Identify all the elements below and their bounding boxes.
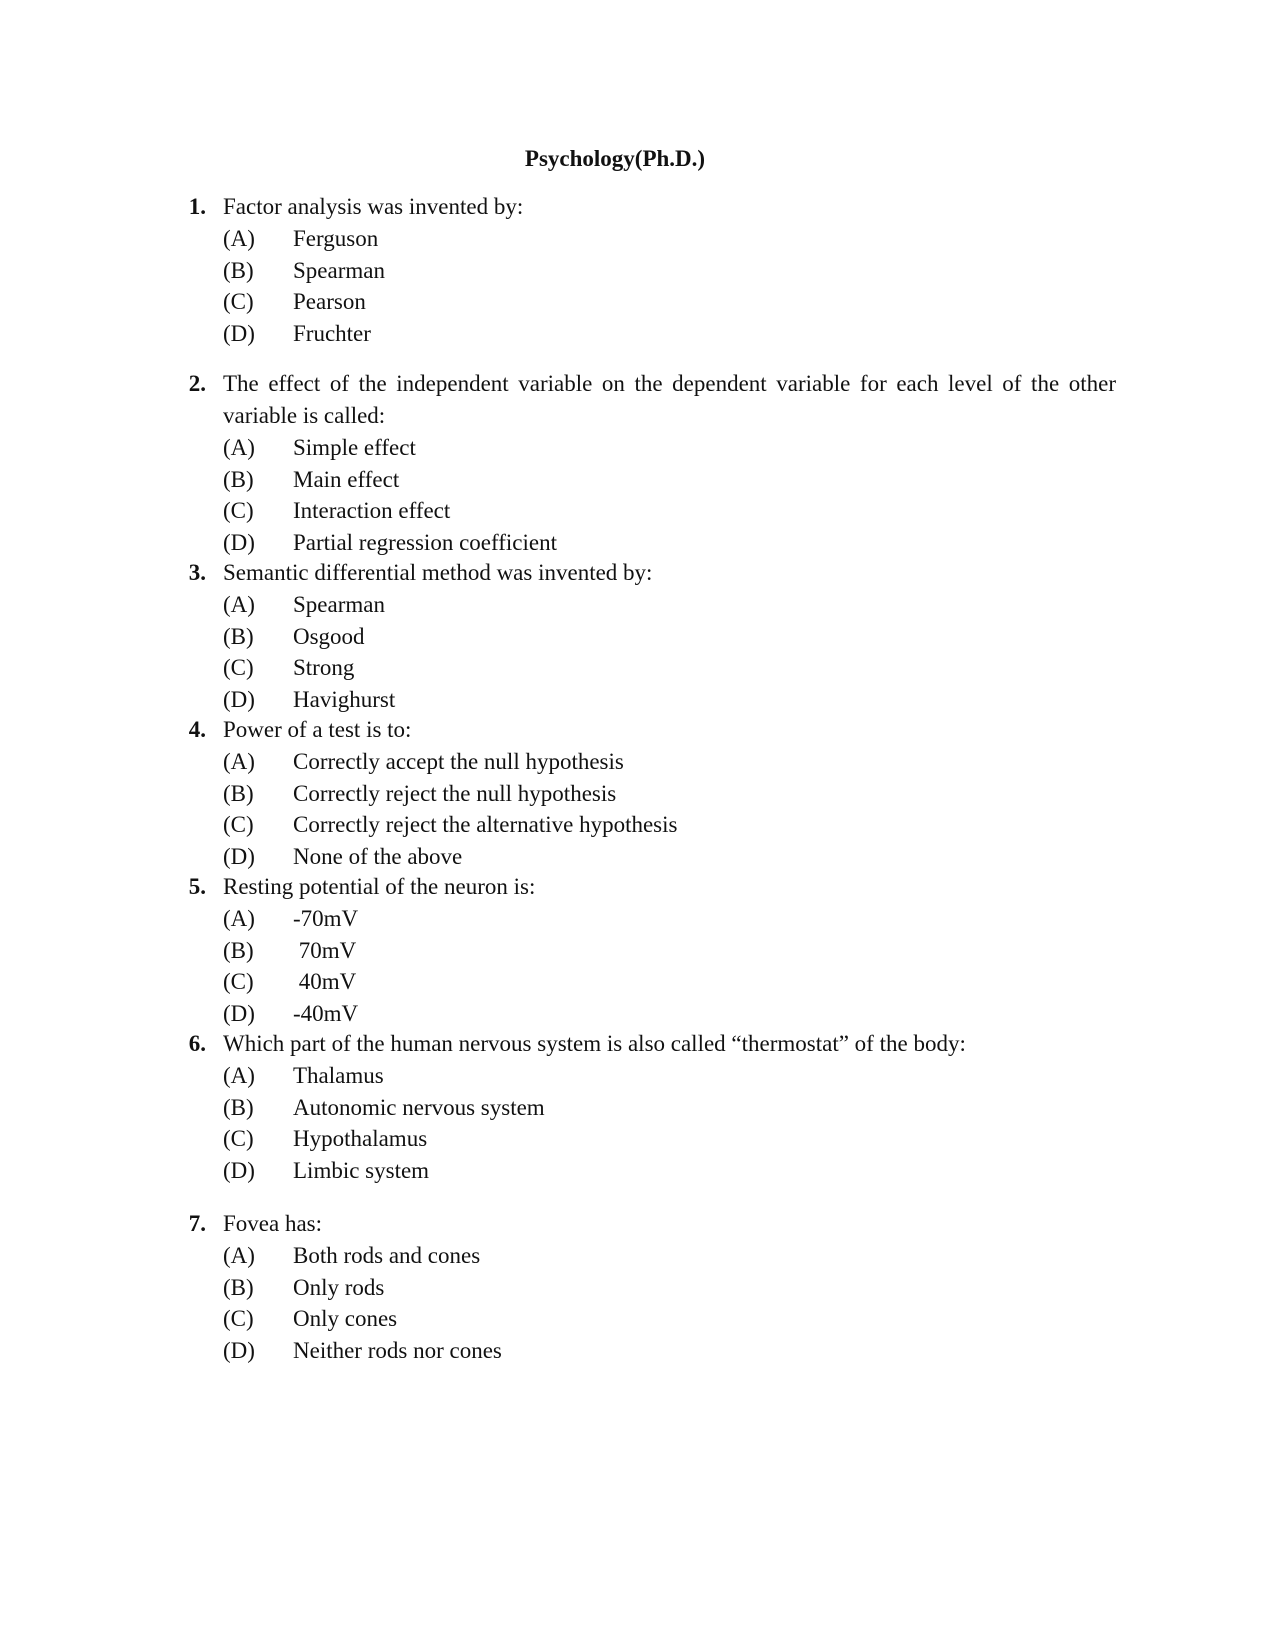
question-text: Semantic differential method was invented by: <box>223 560 653 585</box>
option-label: (D) <box>223 686 255 712</box>
option-text: Pearson <box>293 289 366 314</box>
question-number: 7. <box>188 1211 206 1236</box>
question-text: Factor analysis was invented by: <box>223 194 524 219</box>
option-list <box>176 432 1116 558</box>
option-label: (A) <box>223 906 255 931</box>
option-text: Only rods <box>293 1274 385 1300</box>
option-a <box>176 1240 1116 1272</box>
option-b <box>176 778 1116 810</box>
option-text: 70mV <box>293 937 357 963</box>
option-d <box>176 527 1116 559</box>
option-d <box>176 841 1116 873</box>
option-text: Thalamus <box>293 1063 384 1088</box>
question-number: 3. <box>188 560 206 585</box>
option-label: (A) <box>223 1063 255 1088</box>
option-b <box>176 935 1116 967</box>
question-6 <box>176 1028 1116 1186</box>
option-a <box>176 746 1116 778</box>
option-label: (D) <box>223 1337 255 1363</box>
option-text: Havighurst <box>293 686 396 712</box>
option-b <box>176 621 1116 653</box>
option-label: (C) <box>223 1306 254 1331</box>
option-label: (C) <box>223 812 254 837</box>
option-text: Correctly reject the alternative hypothesis <box>293 812 678 837</box>
option-list <box>176 1060 1116 1186</box>
option-label: (B) <box>223 937 254 963</box>
option-text: Simple effect <box>293 435 416 460</box>
question-text: Power of a test is to: <box>223 717 412 742</box>
question-5 <box>176 871 1116 1029</box>
option-text: 40mV <box>293 969 357 994</box>
option-label: (C) <box>223 289 254 314</box>
question-number: 6. <box>188 1031 206 1056</box>
option-text: Strong <box>293 655 355 680</box>
option-text: -70mV <box>293 906 359 931</box>
option-b <box>176 1092 1116 1124</box>
option-label: (D) <box>223 320 255 346</box>
option-text: Hypothalamus <box>293 1126 428 1151</box>
option-label: (C) <box>223 655 254 680</box>
option-text: Spearman <box>293 257 385 283</box>
option-c <box>176 966 1116 998</box>
option-text: None of the above <box>293 843 463 869</box>
option-label: (C) <box>223 1126 254 1151</box>
option-c <box>176 495 1116 527</box>
question-1 <box>176 191 1116 349</box>
option-list <box>176 1240 1116 1366</box>
option-text: Autonomic nervous system <box>293 1094 545 1120</box>
question-2 <box>176 368 1116 558</box>
option-label: (B) <box>223 1094 254 1120</box>
option-text: Correctly accept the null hypothesis <box>293 749 624 774</box>
option-text: Osgood <box>293 623 365 649</box>
question-number: 5. <box>188 874 206 899</box>
option-text: Fruchter <box>293 320 371 346</box>
option-label: (C) <box>223 969 254 994</box>
option-label: (D) <box>223 1000 255 1026</box>
option-label: (B) <box>223 466 254 492</box>
option-label: (A) <box>223 749 255 774</box>
option-text: Neither rods nor cones <box>293 1337 502 1363</box>
option-text: -40mV <box>293 1000 359 1026</box>
question-text: Which part of the human nervous system is also called “thermostat” of the body: <box>223 1031 966 1056</box>
option-label: (B) <box>223 623 254 649</box>
question-7 <box>176 1208 1116 1366</box>
option-text: Spearman <box>293 592 385 617</box>
option-label: (A) <box>223 592 255 617</box>
option-a <box>176 1060 1116 1092</box>
option-d <box>176 998 1116 1030</box>
option-text: Correctly reject the null hypothesis <box>293 780 617 806</box>
option-b <box>176 464 1116 496</box>
question-number: 2. <box>188 371 206 396</box>
option-label: (B) <box>223 1274 254 1300</box>
option-a <box>176 223 1116 255</box>
question-4 <box>176 714 1116 872</box>
option-text: Limbic system <box>293 1157 430 1183</box>
question-3 <box>176 557 1116 715</box>
option-d <box>176 1155 1116 1187</box>
question-number: 1. <box>188 194 206 219</box>
option-b <box>176 255 1116 287</box>
option-label: (D) <box>223 843 255 869</box>
option-text: Ferguson <box>293 226 379 251</box>
option-label: (A) <box>223 435 255 460</box>
option-d <box>176 318 1116 350</box>
question-text: Fovea has: <box>223 1211 323 1236</box>
option-d <box>176 1335 1116 1367</box>
option-list <box>176 589 1116 715</box>
page-title: Psychology(Ph.D.) <box>524 146 706 171</box>
option-a <box>176 903 1116 935</box>
option-text: Only cones <box>293 1306 398 1331</box>
option-list <box>176 746 1116 872</box>
option-c <box>176 1123 1116 1155</box>
option-label: (B) <box>223 257 254 283</box>
option-label: (D) <box>223 529 255 555</box>
option-list <box>176 903 1116 1029</box>
option-label: (D) <box>223 1157 255 1183</box>
option-c <box>176 286 1116 318</box>
question-text: The effect of the independent variable on the dependent variable for each level of the other variable is called: <box>223 371 1116 428</box>
option-label: (B) <box>223 780 254 806</box>
option-d <box>176 684 1116 716</box>
option-text: Both rods and cones <box>293 1243 481 1268</box>
option-text: Partial regression coefficient <box>293 529 557 555</box>
option-c <box>176 1303 1116 1335</box>
question-number: 4. <box>188 717 206 742</box>
option-label: (A) <box>223 226 255 251</box>
option-b <box>176 1272 1116 1304</box>
option-a <box>176 589 1116 621</box>
option-c <box>176 652 1116 684</box>
option-label: (C) <box>223 498 254 523</box>
option-label: (A) <box>223 1243 255 1268</box>
option-text: Interaction effect <box>293 498 451 523</box>
question-text: Resting potential of the neuron is: <box>223 874 536 899</box>
option-c <box>176 809 1116 841</box>
option-text: Main effect <box>293 466 400 492</box>
option-list <box>176 223 1116 349</box>
option-a <box>176 432 1116 464</box>
